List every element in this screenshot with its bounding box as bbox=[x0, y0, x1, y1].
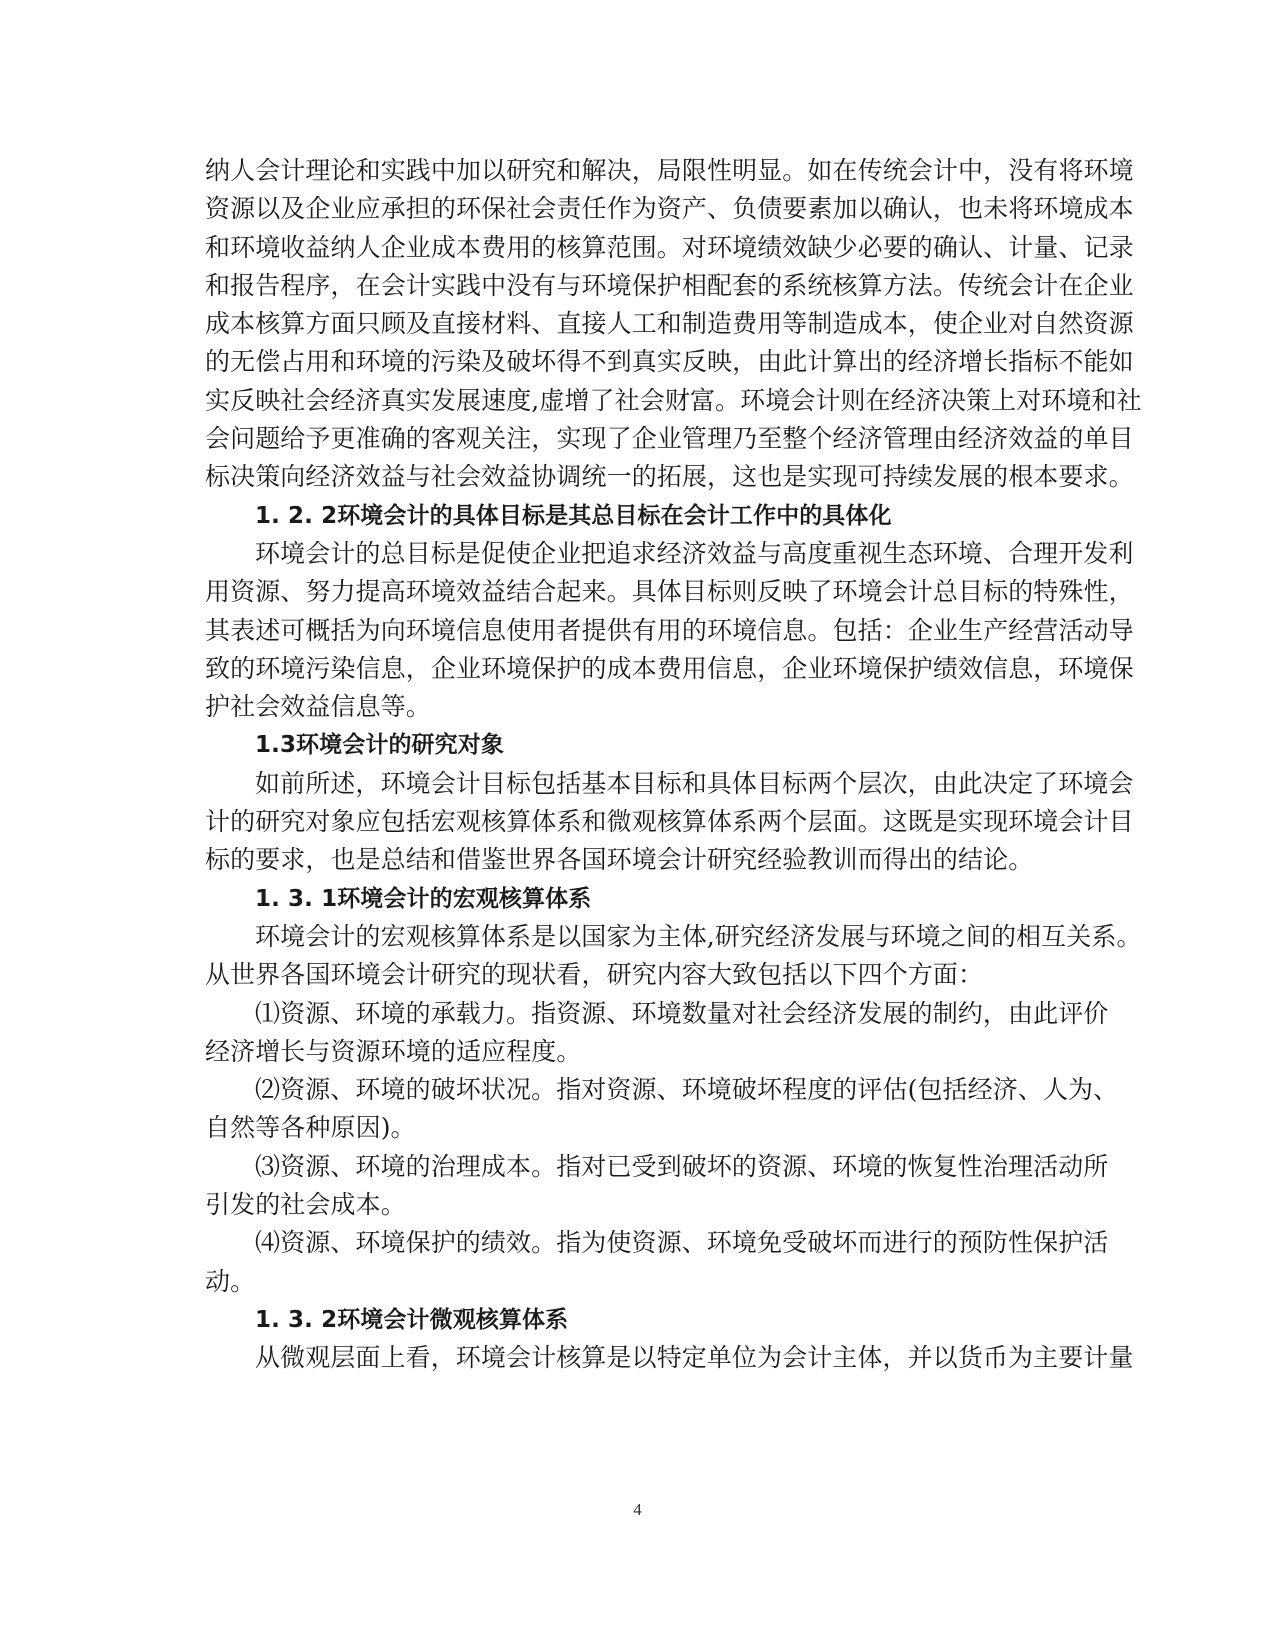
text-line: 和环境收益纳人企业成本费用的核算范围。对环境绩效缺少必要的确认、计量、记录 bbox=[205, 232, 1134, 262]
text-line: 从世界各国环境会计研究的现状看，研究内容大致包括以下四个方面： bbox=[205, 960, 984, 990]
text-line: ⑵资源、环境的破坏状况。指对资源、环境破坏程度的评估(包括经济、人为、 bbox=[255, 1075, 1119, 1105]
text-line: ⑷资源、环境保护的绩效。指为使资源、环境免受破坏而进行的预防性保护活 bbox=[255, 1228, 1109, 1258]
text-line: 实反映社会经济真实发展速度,虚增了社会财富。环境会计则在经济决策上对环境和社 bbox=[205, 385, 1142, 415]
section-heading-1-3-1: 1. 3. 1环境会计的宏观核算体系 bbox=[255, 885, 592, 912]
text-line: 标决策向经济效益与社会效益协调统一的拓展，这也是实现可持续发展的根本要求。 bbox=[205, 462, 1134, 492]
paragraph-research-object bbox=[205, 765, 1134, 880]
text-line: 和报告程序，在会计实践中没有与环境保护相配套的系统核算方法。传统会计在企业 bbox=[205, 270, 1134, 300]
text-line: 计的研究对象应包括宏观核算体系和微观核算体系两个层面。这既是实现环境会计目 bbox=[205, 807, 1134, 837]
text-line: 环境会计的总目标是促使企业把追求经济效益与高度重视生态环境、合理开发利 bbox=[255, 538, 1134, 568]
text-line: 引发的社会成本。 bbox=[205, 1190, 406, 1220]
text-line: 从微观层面上看，环境会计核算是以特定单位为会计主体，并以货币为主要计量 bbox=[255, 1343, 1134, 1373]
text-line: 致的环境污染信息，企业环境保护的成本费用信息，企业环境保护绩效信息，环境保 bbox=[205, 653, 1134, 683]
text-line: 会问题给予更准确的客观关注，实现了企业管理乃至整个经济管理由经济效益的单目 bbox=[205, 424, 1134, 454]
text-line: 自然等各种原因)。 bbox=[205, 1113, 416, 1143]
paragraph-micro-system bbox=[205, 1339, 1134, 1377]
paragraph-continuation bbox=[205, 152, 1142, 497]
document-page bbox=[205, 152, 1142, 1378]
list-item bbox=[205, 1071, 1119, 1148]
section-heading-1-3: 1.3环境会计的研究对象 bbox=[255, 732, 504, 759]
text-line: 成本核算方面只顾及直接材料、直接人工和制造费用等制造成本，使企业对自然资源 bbox=[205, 309, 1134, 339]
text-line: 资源以及企业应承担的环保社会责任作为资产、负债要素加以确认，也未将环境成本 bbox=[205, 194, 1134, 224]
list-item bbox=[205, 1224, 1115, 1301]
paragraph-specific-goal bbox=[205, 535, 1134, 726]
text-line: ⑶资源、环境的治理成本。指对已受到破坏的资源、环境的恢复性治理活动所 bbox=[255, 1151, 1109, 1181]
text-line: 如前所述，环境会计目标包括基本目标和具体目标两个层次，由此决定了环境会 bbox=[255, 768, 1134, 798]
list-item bbox=[205, 995, 1115, 1072]
text-line: 经济增长与资源环境的适应程度。 bbox=[205, 1036, 582, 1066]
text-line: 的无偿占用和环境的污染及破坏得不到真实反映，由此计算出的经济增长指标不能如 bbox=[205, 347, 1134, 377]
text-line: 环境会计的宏观核算体系是以国家为主体,研究经济发展与环境之间的相互关系。 bbox=[255, 921, 1142, 951]
paragraph-macro-system bbox=[205, 918, 1142, 995]
text-line: 其表述可概括为向环境信息使用者提供有用的环境信息。包括：企业生产经营活动导 bbox=[205, 615, 1134, 645]
section-heading-1-3-2: 1. 3. 2环境会计微观核算体系 bbox=[255, 1306, 569, 1333]
text-line: 动。 bbox=[205, 1266, 256, 1296]
text-line: 护社会效益信息等。 bbox=[205, 692, 431, 722]
text-line: 纳人会计理论和实践中加以研究和解决，局限性明显。如在传统会计中，没有将环境 bbox=[205, 156, 1134, 185]
list-item bbox=[205, 1148, 1115, 1225]
section-heading-1-2-2: 1. 2. 2环境会计的具体目标是其总目标在会计工作中的具体化 bbox=[255, 502, 892, 529]
text-line: 用资源、努力提高环境效益结合起来。具体目标则反映了环境会计总目标的特殊性， bbox=[205, 577, 1134, 607]
page-number: 4 bbox=[633, 1500, 642, 1519]
text-line: 标的要求，也是总结和借鉴世界各国环境会计研究经验教训而得出的结论。 bbox=[205, 845, 1034, 875]
text-line: ⑴资源、环境的承载力。指资源、环境数量对社会经济发展的制约，由此评价 bbox=[255, 998, 1109, 1028]
